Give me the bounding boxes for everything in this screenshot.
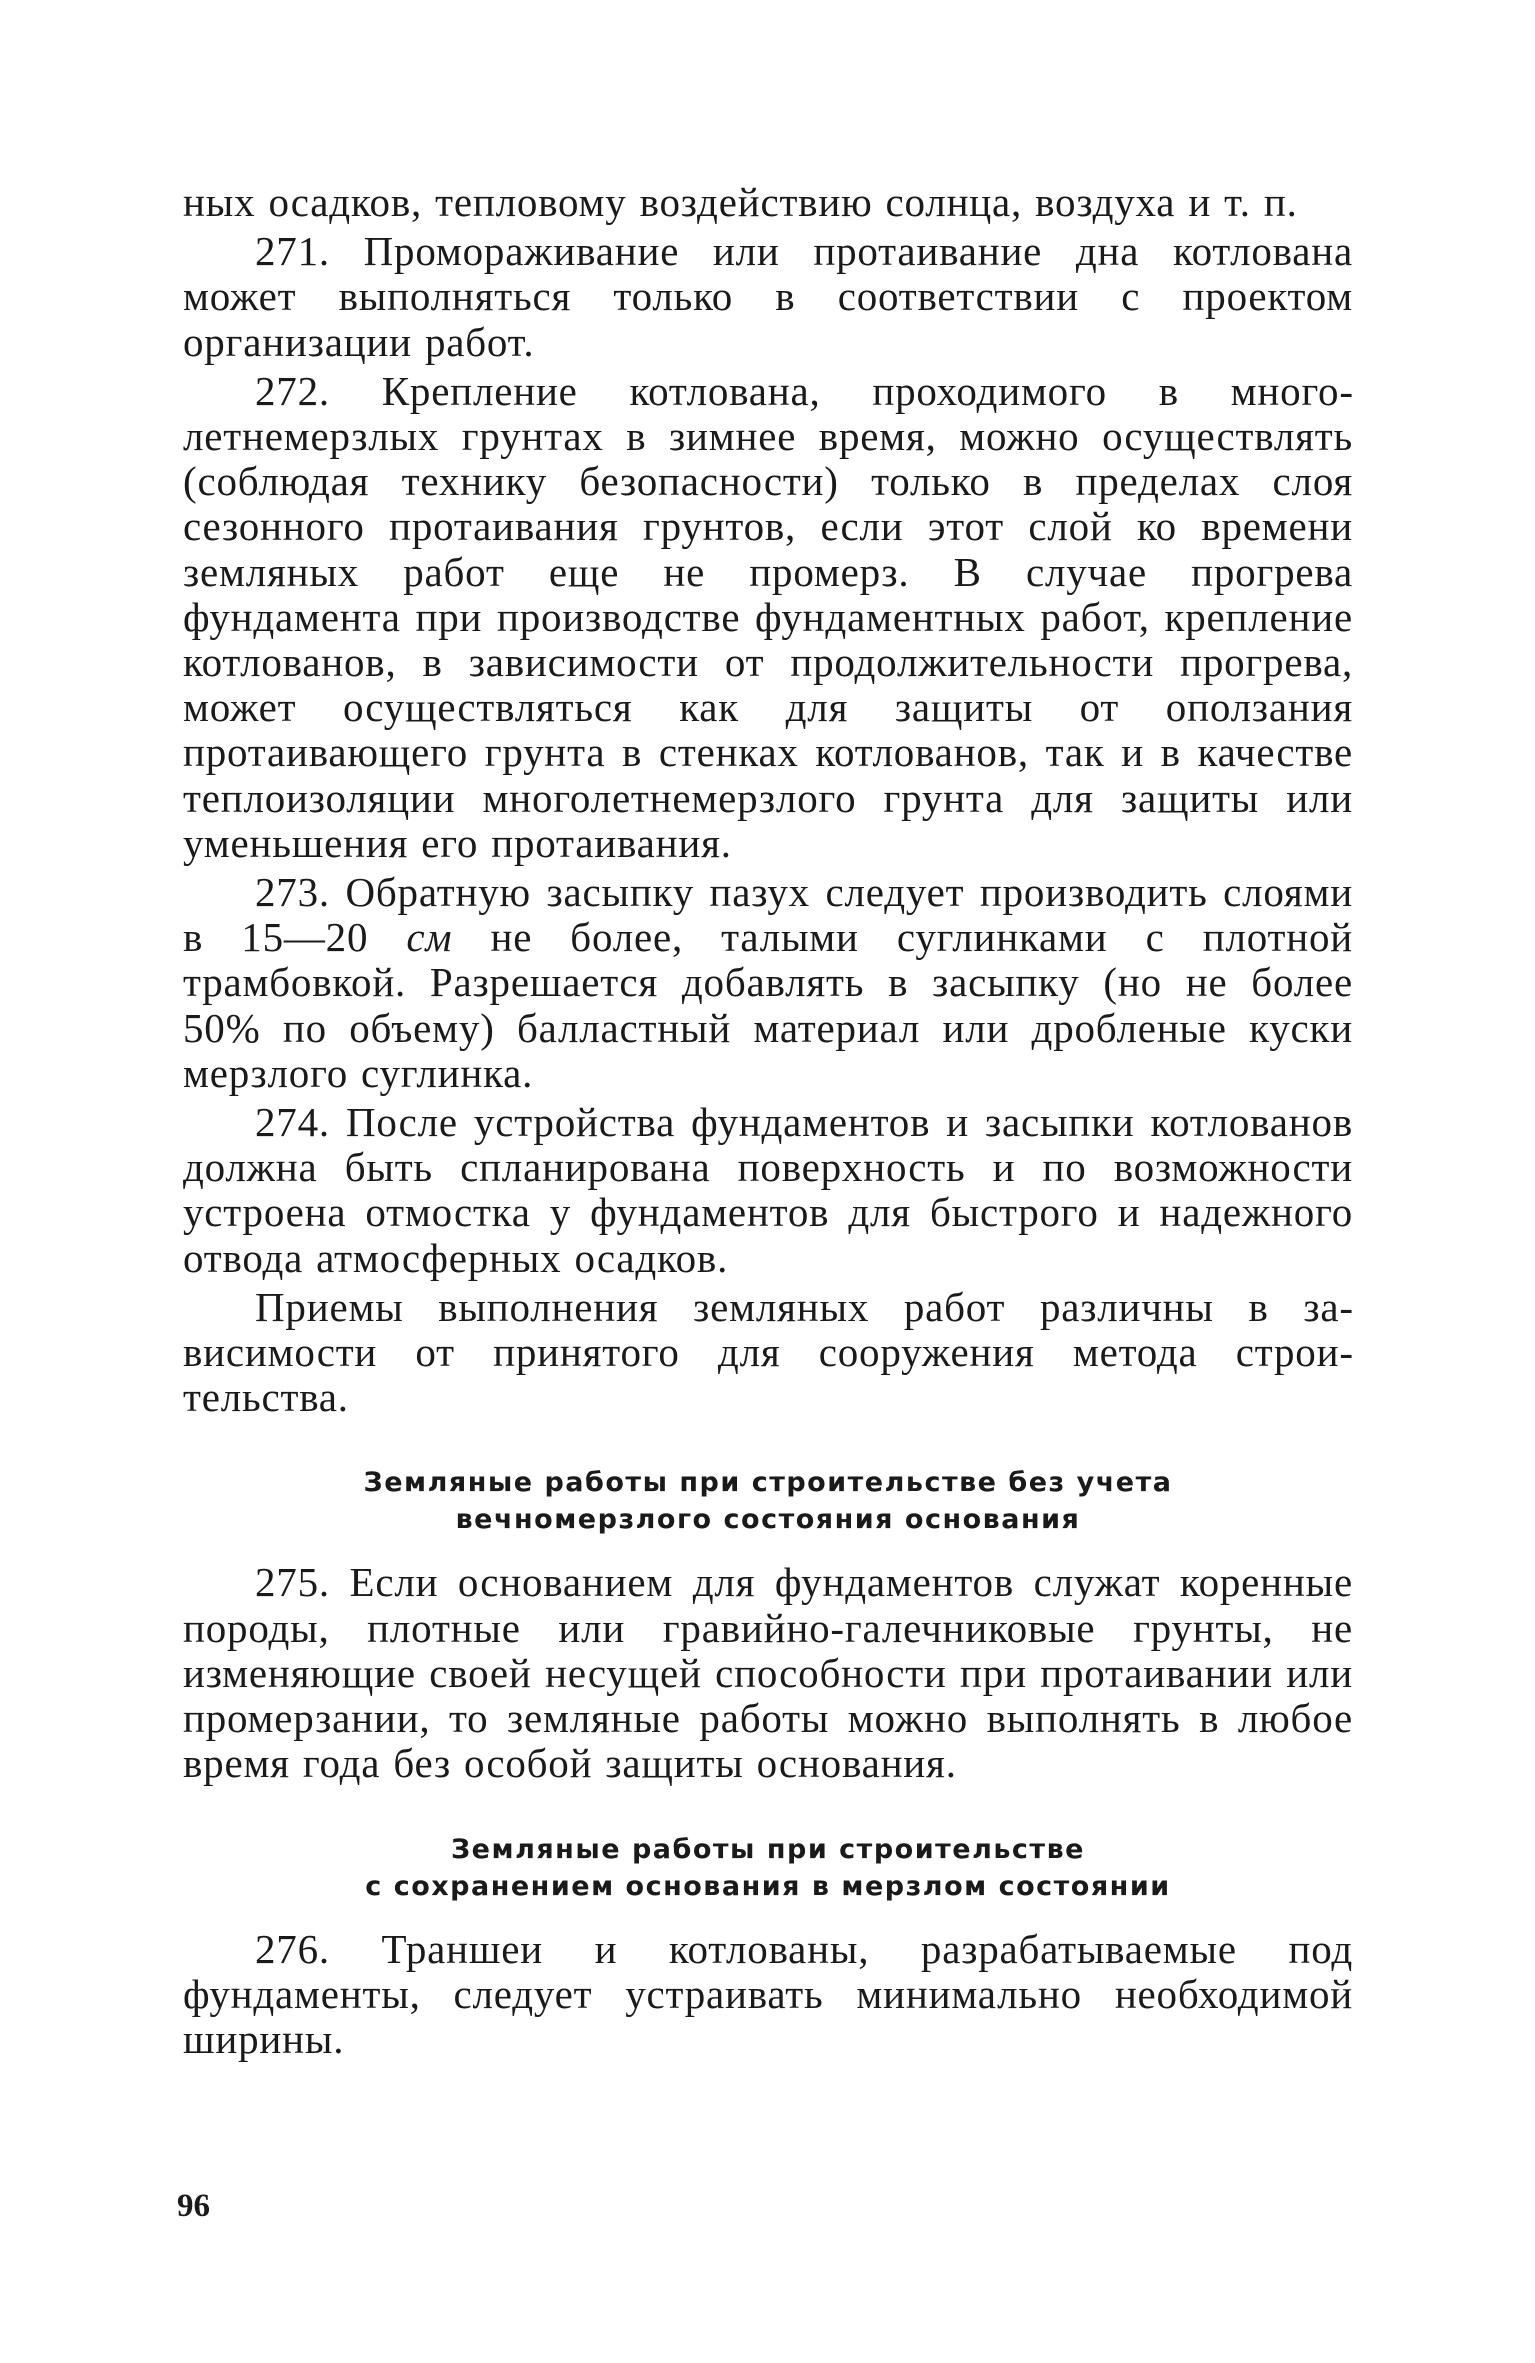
document-page bbox=[183, 180, 1353, 2062]
section-heading-1-line-1: Земляные работы при строительстве без учета bbox=[363, 1467, 1173, 1499]
paragraph-methods: Приемы выполнения земляных работ различны в зависимости от принятого для сооружения метода строительства. bbox=[183, 1283, 1353, 1421]
paragraph-273 bbox=[183, 870, 1353, 1096]
paragraph-273-text-b: не более, талыми суглинками с плотной трамбовкой. Разрешается добавлять в засыпку (но не более 50% по объему) балластный материал или дробленые куски мерзлого суглинка. bbox=[183, 914, 1353, 1096]
paragraph-276: 276. Траншеи и котлованы, разрабатываемые под фундаменты, следует устраивать минимально необходимой ширины. bbox=[183, 1925, 1353, 2062]
page-number: 96 bbox=[177, 2188, 210, 2224]
section-heading-1 bbox=[183, 1464, 1353, 1538]
section-heading-2-line-2: с сохранением основания в мерзлом состоянии bbox=[365, 1870, 1171, 1902]
paragraph-272: 272. Крепление котлована, проходимого в многолетнемерзлых грунтах в зимнее время, можно осуществлять (соблюдая технику безопасности) только в пределах слоя сезонного протаивания грунтов, если этот слой ко времени земляных работ еще не промерз. В случае прогрева фундамента при производстве фундаментных работ, крепление котлованов, в зависимости от продолжительности прогрева, может осуществляться как для защиты от оползания протаивающего грунта в стенках котлованов, так и в качестве теплоизоляции многолетнемерзлого грунта для защиты или уменьшения его протаивания. bbox=[183, 367, 1353, 866]
paragraph-275: 275. Если основанием для фундаментов служат коренные породы, плотные или гравийно-галечниковые грунты, не изменяющие своей несущей способности при протаивании или промерзании, то земляные работы можно выполнять в любое время года без особой защиты основания. bbox=[183, 1559, 1353, 1787]
section-heading-1-line-2: вечномерзлого состояния основания bbox=[455, 1504, 1081, 1536]
paragraph-continuation: ных осадков, тепловому воздействию солнца, воздуха и т. п. bbox=[183, 179, 1298, 225]
paragraph-273-text-a: 273. Обратную засыпку пазух следует производить слоями в 15—20 bbox=[183, 869, 1353, 961]
paragraph-273-unit: см bbox=[406, 914, 453, 961]
paragraph-274: 274. После устройства фундаментов и засыпки котлованов должна быть спланирована поверхность и по возможности устроена отмостка у фундаментов для быстрого и надежного отвода атмосферных осадков. bbox=[183, 1099, 1353, 1281]
section-heading-2-line-1: Земляные работы при строительстве bbox=[451, 1833, 1085, 1865]
section-heading-2 bbox=[183, 1831, 1353, 1905]
paragraph-271: 271. Промораживание или протаивание дна котлована может выполняться только в соответствии с проектом организации работ. bbox=[183, 228, 1353, 365]
